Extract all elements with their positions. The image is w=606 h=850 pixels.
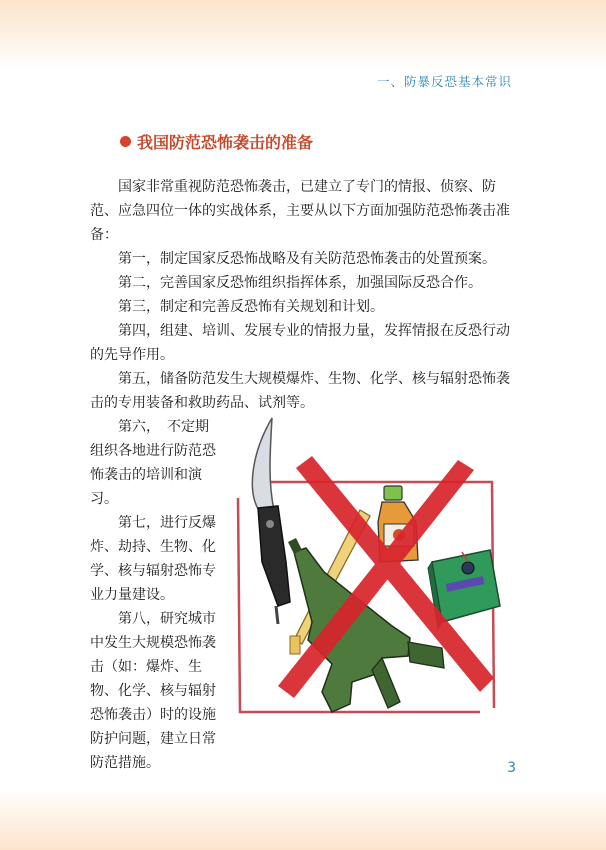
paragraph-5: 第五，储备防范发生大规模爆炸、生物、化学、核与辐射恐怖袭击的专用装备和救助药品、试剂等。	[90, 371, 510, 411]
page-number: 3	[507, 760, 516, 776]
paragraph-intro: 国家非常重视防范恐怖袭击，已建立了专门的情报、侦察、防范、应急四位一体的实战体系，主要从以下方面加强防范恐怖袭击准备：	[90, 179, 510, 243]
knife-icon	[252, 418, 290, 624]
bullet-dot-icon	[120, 136, 131, 147]
paragraph-1: 第一，制定国家反恐怖战略及有关防范恐怖袭击的处置预案。	[118, 251, 496, 267]
rifle-icon	[288, 538, 444, 712]
prohibited-items-illustration	[232, 412, 516, 746]
paragraph-2: 第二，完善国家反恐怖组织指挥体系，加强国际反恐合作。	[118, 275, 482, 291]
paragraph-6: 第六， 不定期组织各地进行防范恐怖袭击的培训和演习。	[90, 419, 216, 507]
paragraph-7: 第七，进行反爆炸、劫持、生物、化学、核与辐射恐怖专业力量建设。	[90, 515, 216, 603]
paragraph-4: 第四，组建、培训、发展专业的情报力量，发挥情报在反恐行动的先导作用。	[90, 323, 510, 363]
section-title-text: 我国防范恐怖袭击的准备	[137, 133, 314, 152]
chapter-header: 一、防暴反恐基本常识	[376, 74, 512, 89]
main-body-text	[90, 175, 520, 415]
paragraph-3: 第三，制定和完善反恐怖有关规划和计划。	[118, 299, 384, 315]
side-body-text	[90, 415, 218, 775]
section-title	[120, 130, 313, 153]
paragraph-8: 第八，研究城市中发生大规模恐怖袭击（如：爆炸、生物、化学、核与辐射恐怖袭击）时的设施防护问题，建立日常防范措施。	[90, 611, 216, 771]
